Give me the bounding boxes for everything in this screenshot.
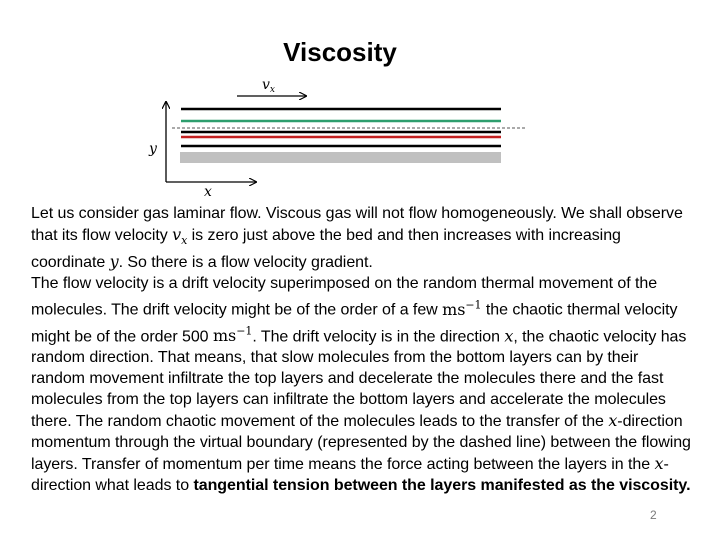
- y-axis-label: y: [149, 141, 157, 157]
- unit-ms-2: $ms^{-1}$: [212, 324, 253, 345]
- paragraph-drift-velocity: The flow velocity is a drift velocity superimposed on the random thermal movement of the molecules. The drift velocity might be of the order of a few $ms^{-1}$ the chaotic thermal velocity might be of the order 500 $ms^{-1}$. The drift velocity is in the direction x, the chaotic velocity has random direction. That means, that slow molecules from the bottom layers can by their random movement infiltrate the top layers and decelerate the molecules there and the fast molecules from the top layers can infiltrate the bottom layers and accelerate the molecules there. The random chaotic movement of the molecules leads to the transfer of the x-direction momentum through the virtual boundary (represented by the dashed line) between the flowing layers. Transfer of momentum per time means the force acting between the layers in the x-direction what leads to tangential tension between the layers manifested as the viscosity.: [31, 275, 691, 494]
- slide-title: Viscosity: [283, 37, 397, 67]
- page-number: 2: [650, 508, 657, 522]
- math-vx: $v_x$: [172, 225, 188, 248]
- paragraph-laminar-flow: Let us consider gas laminar flow. Viscous gas will not flow homogeneously. We shall observe that its flow velocity $v_x$ is zero just above the bed and then increases with increasing coordinate y. So there is a flow velocity gradient.: [31, 205, 683, 272]
- bed-surface: [180, 152, 501, 163]
- conclusion-bold: tangential tension between the layers manifested as the viscosity.: [193, 476, 691, 494]
- slide-body: [31, 203, 696, 496]
- laminar-flow-diagram: [140, 72, 540, 200]
- x-axis-label: x: [204, 184, 212, 200]
- velocity-label: $v_x$: [262, 77, 275, 95]
- unit-ms-1: $ms^{-1}$: [442, 298, 482, 319]
